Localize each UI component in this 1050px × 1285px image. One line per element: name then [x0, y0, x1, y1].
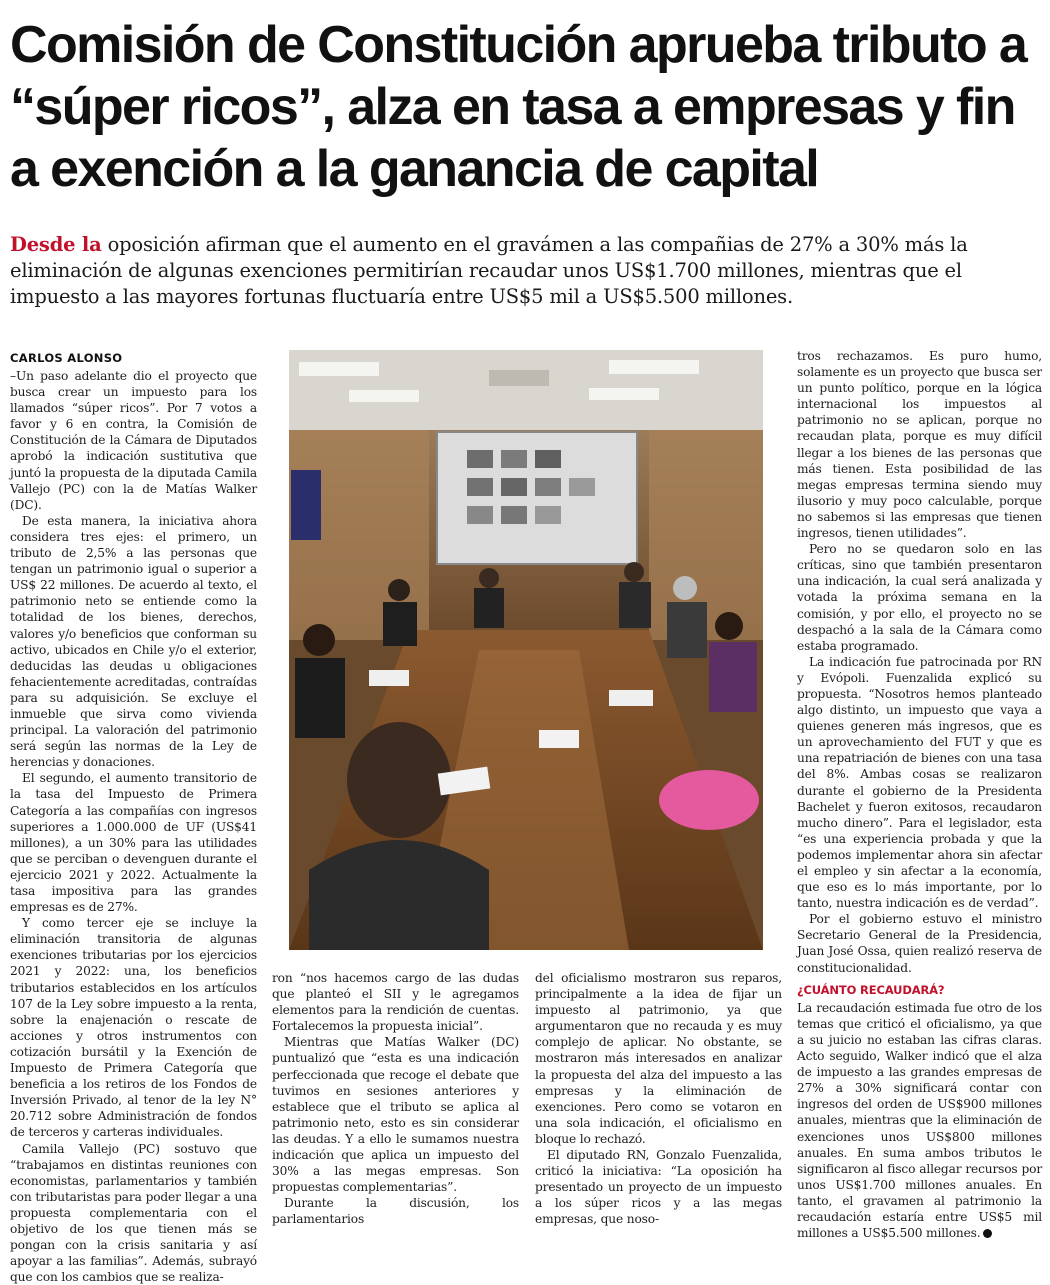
paragraph: Camila Vallejo (PC) sostuvo que “trabajamos en distintas reuniones con economistas, parlamentarios y también con tributaristas para poder llegar a una propuesta complementaria con el objetivo de los que tienen más se pongan con la crisis sanitaria y así apoyar a las familias”. Además, subrayó que con los cambios que se realiza-: [10, 1141, 257, 1285]
paragraph: Y como tercer eje se incluye la eliminación transitoria de algunas exenciones tributarias por los ejercicios 2021 y 2022: una, los beneficios tributarios establecidos en los artículos 107 de la Ley sobre impuesto a la renta, sobre la enajenación o rescate de acciones y otros instrumentos con cotización bursátil y la Exención de Impuesto de Primera Categoría que beneficia a los retiros de los Fondos de Inversión Privado, al tenor de la ley N° 20.712 sobre Administración de fondos de terceros y carteras individuales.: [10, 915, 257, 1140]
paragraph: De esta manera, la iniciativa ahora considera tres ejes: el primero, un tributo de 2,5% a las personas que tengan un patrimonio igual o superior a US$ 22 millones. De acuerdo al texto, el patrimonio neto se entiende como la totalidad de los bienes, derechos, valores y/o beneficios que conforman su activo, ubicados en Chile y/o el exterior, deducidas las deudas u obligaciones fehacientemente acreditadas, contraídas para su adquisición. Se excluye el inmueble que sirva como vivienda principal. La valoración del patrimonio será según las normas de la Ley de herencias y donaciones.: [10, 513, 257, 771]
subheading: ¿CUÁNTO RECAUDARÁ?: [797, 982, 1042, 998]
paragraph: El segundo, el aumento transitorio de la tasa del Impuesto de Primera Categoría a las compañías con ingresos superiores a 1.000.000 de UF (US$41 millones), a un 30% para las utilidades que se perciban o devenguen durante el ejercicio 2021 y 2022. Actualmente la tasa impositiva para las grandes empresas es de 27%.: [10, 770, 257, 915]
paragraph: ron “nos hacemos cargo de las dudas que planteó el SII y le agregamos elementos para la rendición de cuentas. Fortalecemos la propuesta inicial”.: [272, 970, 519, 1034]
article-column-4: [797, 348, 1042, 1241]
paragraph: tros rechazamos. Es puro humo, solamente es un proyecto que busca ser un punto político, porque en la lógica internacional los impuestos al patrimonio no se aplican, porque no recaudan plata, porque es muy difícil llegar a los bienes de las personas que más tienen. Esta posibilidad de las megas empresas termina siendo muy ilusorio y muy poco calculable, porque no sabemos si las empresas que tienen ingresos, tienen utilidades”.: [797, 348, 1042, 541]
paragraph: El diputado RN, Gonzalo Fuenzalida, criticó la iniciativa: “La oposición ha presentado un proyecto de un impuesto a los súper ricos y a las megas empresas, que noso-: [535, 1147, 782, 1227]
article-column-2: [272, 970, 519, 1228]
article-column-3: [535, 970, 782, 1228]
paragraph: La indicación fue patrocinada por RN y Evópoli. Fuenzalida explicó su propuesta. “Nosotros hemos planteado algo distinto, un impuesto que vaya a quienes generen más ingresos, que es un aprovechamiento del FUT y que es una repatriación de bienes con una tasa del 8%. Ambas cosas se realizaron durante el gobierno de la Presidenta Bachelet y fueron exitosos, recaudaron mucho dinero”. Para el legislador, esta “es una experiencia probada y que la podemos implementar ahora sin afectar el empleo y sin afectar a la economía, que eso es lo más importante, por lo tanto, nuestra indicación es de verdad”.: [797, 654, 1042, 912]
lead-paragraph: [10, 232, 1040, 310]
headline: Comisión de Constitución aprueba tributo a “súper ricos”, alza en tasa a empresas y fin a exención a la ganancia de capital: [10, 14, 1040, 200]
lead-text: oposición afirman que el aumento en el gravámen a las compañias de 27% a 30% más la eliminación de algunas exenciones permitirían recaudar unos US$1.700 millones, mientras que el impuesto a las mayores fortunas fluctuaría entre US$5 mil a US$5.500 millones.: [10, 233, 968, 308]
closing-text: La recaudación estimada fue otro de los temas que criticó el oficialismo, ya que a su juicio no estaban las cifras claras. Acto seguido, Walker indicó que el alza de impuesto a las grandes empresas de 27% a 30% significará contar con ingresos del orden de US$900 millones anuales, mientras que la eliminación de exenciones unos US$800 millones anuales. En suma ambos tributos le significaron al fisco allegar recursos por unos US$1.700 millones anuales. En tanto, el gravamen al patrimonio la recaudación estaría entre US$5 mil millones a US$5.500 millones.: [797, 1001, 1042, 1240]
article-column-1: [10, 368, 257, 1285]
lead-kicker: Desde la: [10, 233, 102, 256]
paragraph: Durante la discusión, los parlamentarios: [272, 1195, 519, 1227]
paragraph: –Un paso adelante dio el proyecto que busca crear un impuesto para los llamados “súper ricos”. Por 7 votos a favor y 6 en contra, la Comisión de Constitución de la Cámara de Diputados aprobó la indicación sustitutiva que juntó la propuesta de la diputada Camila Vallejo (PC) con la de Matías Walker (DC).: [10, 368, 257, 513]
paragraph: [797, 1000, 1042, 1241]
paragraph: del oficialismo mostraron sus reparos, principalmente a la idea de fijar un impuesto al patrimonio, ya que argumentaron que no recauda y es muy complejo de aplicar. No obstante, se mostraron más interesados en analizar la propuesta del alza del impuesto a las empresas y la eliminación de exenciones. Pero como se votaron en una sola indicación, el oficialismo en bloque lo rechazó.: [535, 970, 782, 1147]
paragraph: Pero no se quedaron solo en las críticas, sino que también presentaron una indicación, la cual será analizada y votada la próxima semana en la comisión, y por ello, el proyecto no se despachó a la sala de la Cámara como estaba programado.: [797, 541, 1042, 654]
meeting-photo: [289, 350, 763, 950]
paragraph: Por el gobierno estuvo el ministro Secretario General de la Presidencia, Juan José Ossa, quien realizó reserva de constitucionalidad.: [797, 911, 1042, 975]
end-mark-icon: [983, 1229, 992, 1238]
paragraph: Mientras que Matías Walker (DC) puntualizó que “esta es una indicación perfeccionada que recoge el debate que tuvimos en sesiones anteriores y establece que el tributo se aplica al patrimonio neto, esto es sin considerar las deudas. Y a ello le sumamos nuestra indicación que aplica un impuesto del 30% a las megas empresas. Son propuestas complementarias”.: [272, 1034, 519, 1195]
byline: CARLOS ALONSO: [10, 351, 122, 365]
